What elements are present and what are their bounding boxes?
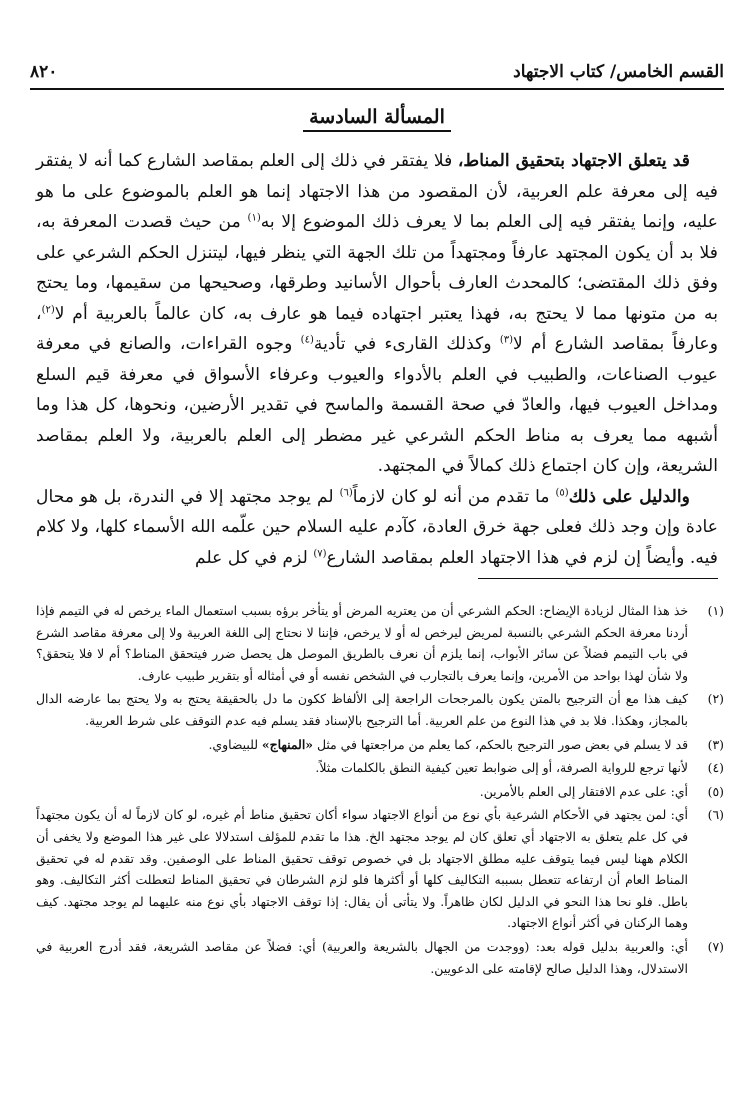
footnote-ref-4[interactable]: (٤)	[300, 334, 314, 346]
footnote-ref-2[interactable]: (٢)	[41, 303, 55, 315]
footnote-text: خذ هذا المثال لزيادة الإيضاح: الحكم الشرعي أن من يعتريه المرض أو يتأخر برؤه بسبب استعمال الماء يرخص له في التيمم فإذا أردنا معرفة الحكم الشرعي بالنسبة لمريض ليرخص له أو لا يرخص، فإننا لا نحتاج إلى اللغة العربية ولا إلى معرفة مقاصد الشرع في باب التيمم فضلاً عن سائر الأبواب، إنما يلزم أن نعرف بالطريق الموصل هل يحصل ضرر فيتحقق المناط؟ أم لا فلا يتحقق؟ ولا شأن لهذا بواحد من الأمرين، وإنما يعرف بالتجارب في الشخص نفسه أو في أمثاله أو بتقرير طبيب عارف.	[36, 603, 688, 683]
footnote-number: (٥)	[707, 783, 724, 799]
paragraph-2-text-c: لزم في كل علم	[195, 547, 314, 568]
footnote-number: (٤)	[707, 760, 724, 776]
footnote-number: (٧)	[707, 938, 724, 954]
main-text	[36, 146, 718, 573]
footnote-text: كيف هذا مع أن الترجيح بالمتن يكون بالمرجحات الراجعة إلى الألفاظ ككون ما دل بالحقيقة يحتج به ولا يحتج بما عارضه الدال بالمجاز، وهكذا. فلا بد في هذا النوع من علم العربية. أما الترجيح بالإسناد فقد يسلم فيه عدم التوقف على شرط العربية.	[36, 691, 688, 728]
footnote-ref-7[interactable]: (٧)	[313, 547, 327, 559]
footnote-text: أي: والعربية بدليل قوله بعد: (ووجدت من الجهال بالشريعة والعربية) أي: فضلاً عن مقاصد الشريعة، فقد أدرج العربية في الاستدلال، وهذا الدليل صالح لإقامته على الدعويين.	[36, 938, 688, 976]
section-title-text: المسألة السادسة	[303, 106, 451, 132]
paragraph-1-text-e: وجوه القراءات، والصانع في معرفة عيوب الصناعات، والطبيب في العلم بالأدواء والعيوب وعرفاء الأسواق في معرفة قيم السلع ومداخل العيوب فيها، والعادّ في صحة القسمة والماسح في تقدير الأرضين، ونحوها، كل هذا وما أشبهه مما يعرف به مناط الحكم الشرعي غير مضطر إلى العلم بالعربية، ولا العلم بمقاصد الشريعة، وإن كان اجتماع ذلك كمالاً في المجتهد.	[36, 334, 718, 476]
footnote-6	[36, 804, 724, 934]
footnote-2	[36, 688, 724, 731]
page-number: ٨٢٠	[30, 62, 58, 82]
paragraph-2-text-a: ما تقدم من أنه لو كان لازماً	[352, 486, 556, 507]
footnote-ref-6[interactable]: (٦)	[339, 486, 353, 498]
footnote-number: (٦)	[707, 807, 724, 823]
footnote-number: (١)	[707, 603, 724, 618]
footnote-text-part: قد لا يسلم في بعض صور الترجيح بالحكم، كما يعلم من مراجعتها في مثل	[313, 736, 688, 752]
footnote-ref-3[interactable]: (٣)	[499, 334, 514, 346]
page-header	[30, 56, 724, 90]
footnote-3	[36, 734, 724, 756]
footnote-divider	[478, 578, 718, 579]
footnote-text: أي: على عدم الافتقار إلى العلم بالأمرين.	[479, 783, 688, 799]
footnote-text	[36, 734, 688, 756]
footnote-ref-1[interactable]: (١)	[247, 212, 261, 224]
book-title: «المنهاج»	[261, 736, 313, 752]
footnote-text: أي: لمن يجتهد في الأحكام الشرعية بأي نوع من أنواع الاجتهاد سواء أكان تحقيق مناط أم غيره، لو كان لازماً له أن يكون مجتهداً في كل علم يتعلق به الاجتهاد أي تعلق كان لم يوجد مجتهد الخ. هذا ما تقدم للمؤلف استدلالا على غير هذا الموضع ولا يخفى أن الكلام ههنا ليس فيما يتوقف عليه مطلق الاجتهاد بل في خصوص توقف تحقيق المناط على الوصفين. وقد تقدم له في تحقيق المناط العام أن ارتفاعه تتعطل بسببه التكاليف كلها أو أكثرها فلو لزم الشرطان في تحقيق المناط لتعطلت أكثر التكاليف. وهو باطل. فلو نحا هذا النحو في الدليل لكان ظاهراً. ولا يتأتى أن يقال: إذا توقف الاجتهاد بأي نوع منه عليهما لم يوجد مجتهد. كيف وهما الركنان في أكثر أنواع الاجتهاد.	[36, 807, 688, 931]
paragraph-1-text-d: وكذلك القارىء في تأدية	[313, 334, 500, 354]
footnote-number: (٣)	[707, 736, 724, 752]
footnote-text: لأنها ترجع للرواية الصرفة، أو إلى ضوابط تعين كيفية النطق بالكلمات مثلاً.	[315, 760, 688, 776]
footnote-text-part: للبيضاوي.	[208, 736, 262, 752]
paragraph-1-lead: قد يتعلق الاجتهاد بتحقيق المناط،	[457, 151, 690, 171]
footnote-number: (٢)	[707, 691, 724, 707]
footnote-ref-5[interactable]: (٥)	[555, 486, 569, 498]
running-title: القسم الخامس/ كتاب الاجتهاد	[513, 62, 724, 82]
paragraph-1	[36, 146, 718, 482]
paragraph-2-lead: والدليل على ذلك	[568, 486, 690, 507]
paragraph-2	[36, 482, 718, 574]
footnote-7	[36, 936, 724, 979]
paragraph-1-text-b: من حيث قصدت المعرفة به، فلا بد أن يكون المجتهد عارفاً ومجتهداً من تلك الجهة التي ينظر فيها، ليتنزل الحكم الشرعي على وفق ذلك المقتضى؛ كالمحدث العارف بأحوال الأسانيد وطرقها، وصحيحها من سقيمها، وما يحتج به من متونها مما لا يحتج به، فهذا يعتبر اجتهاده فيما هو عارف به، كان عالماً بالعربية أم لا	[36, 212, 718, 324]
paragraph-2-text-b: لم يوجد مجتهد إلا في الندرة، بل هو محال عادة وإن وجد ذلك فعلى جهة خرق العادة، كآدم عليه السلام حين علّمه الله الأسماء كلها، ولا كلام فيه. وأيضاً إن لزم في هذا الاجتهاد العلم بمقاصد الشارع	[36, 486, 718, 568]
footnotes	[36, 600, 724, 981]
footnote-1	[36, 600, 724, 686]
paragraph-1-text-c: ، وعارفاً بمقاصد الشارع أم لا	[36, 303, 718, 354]
footnote-4	[36, 757, 724, 779]
section-title	[0, 106, 754, 128]
paragraph-1-text-a: فلا يفتقر في ذلك إلى العلم بمقاصد الشارع كما أنه لا يفتقر فيه إلى معرفة علم العربية، لأن المقصود من هذا الاجتهاد إنما هو العلم بالموضوع على ما هو عليه، وإنما يفتقر فيه إلى العلم بما لا يعرف ذلك الموضوع إلا به	[36, 151, 718, 232]
footnote-5	[36, 781, 724, 803]
